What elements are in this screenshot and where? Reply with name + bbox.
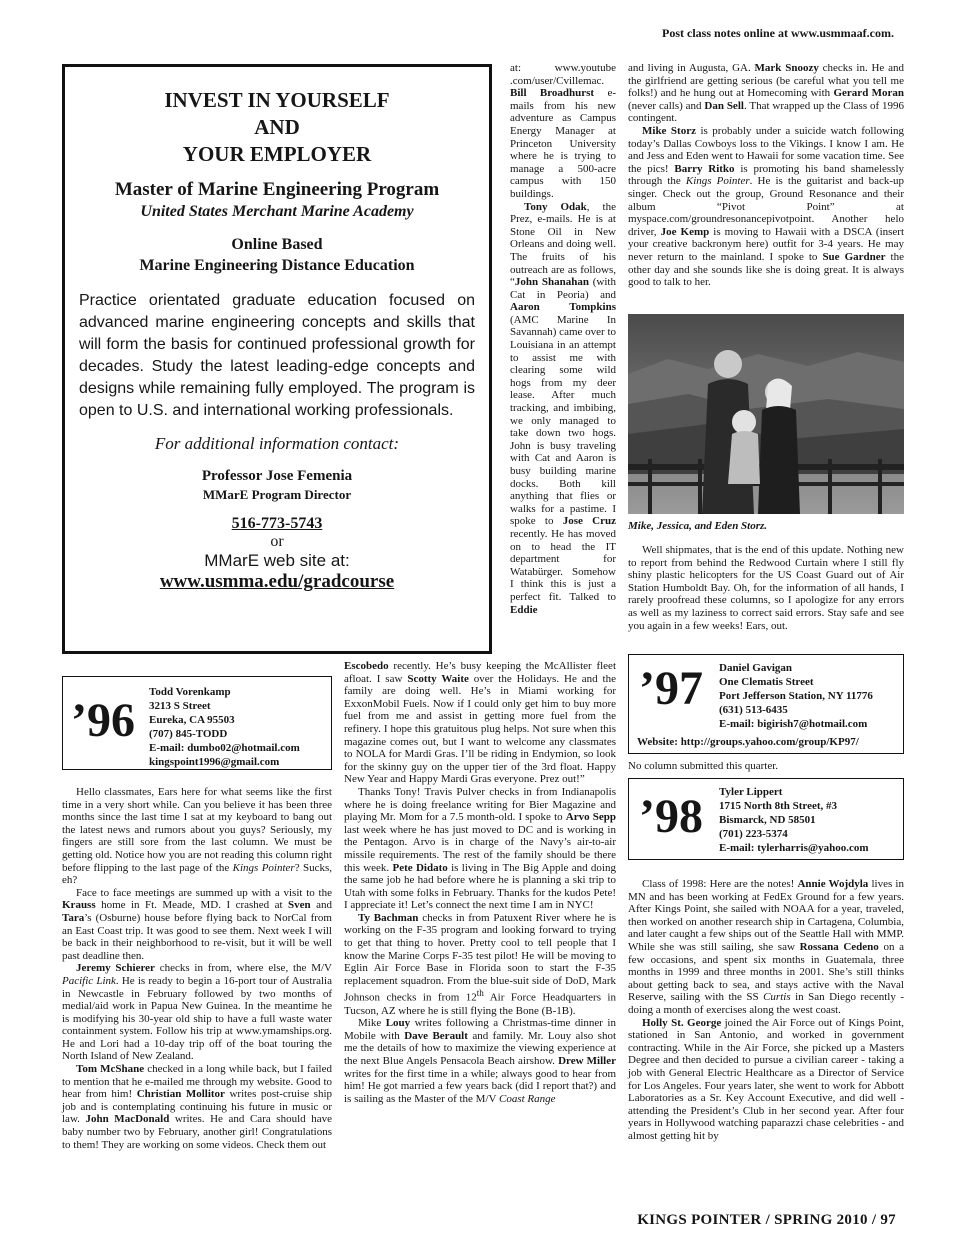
class-98-box — [628, 778, 904, 860]
city: Eureka, CA 95503 — [149, 714, 235, 726]
street: 1715 North 8th Street, #3 — [719, 800, 838, 812]
column3-middle-text: Well shipmates, that is the end of this update. Nothing new to report from behind the Redwood Curtain where I still fly shiny plastic helicopters for the US Coast Guard out of Air Station Humboldt Bay. Oh, for the information of all hands, I rarely proofread these columns, so I apologize for any errors as well as my laziness to correct said errors. Stay safe and see you again in a few weeks! Ears, out. — [628, 544, 904, 632]
ad-contact-name: Professor Jose Femenia — [201, 468, 353, 484]
ad-program: Master of Marine Engineering Program — [114, 179, 440, 200]
phone: (707) 845-TODD — [149, 728, 228, 740]
page-footer: KINGS POINTER / SPRING 2010 / 97 — [637, 1212, 896, 1228]
photo-illustration — [628, 314, 904, 514]
column2-top-text: at: www.youtube .com/user/Cvillemac. Bill Broadhurst e-mails from his new adventure as Campus Energy Manager at Princeton University where he is trying to manage a 500-acre campus with 150 buildings. Tony Odak, the Prez, e-mails. He is at Stone Oil in New Orleans and doing well. The fruits of his outreach are as follows, “John Shanahan (with Cat in Peoria) and Aaron Tompkins (AMC Marine In Savannah) came over to Louisiana in an attempt to assist me with clearing some wild hogs from my deer lease. After much tracking, and imbibing, we only managed to take down two hogs. John is busy traveling with Cat and Aaron is busy building marine docks. Both kill anything that flies or walks for a pastime. I spoke to Jose Cruz recently. He has moved on to head the IT department for Watabürger. Somehow I think this is just a perfect fit. Talked to Eddie — [510, 62, 616, 616]
street: One Clematis Street — [719, 676, 814, 688]
city: Bismarck, ND 58501 — [719, 814, 816, 826]
ad-headline-3: YOUR EMPLOYER — [182, 142, 372, 166]
no-column-notice: No column submitted this quarter. — [628, 760, 779, 772]
website[interactable]: Website: http://groups.yahoo.com/group/KP97/ — [637, 736, 859, 748]
ad-body: Practice orientated graduate education focused on advanced marine engineering concepts and skills that will form the basis for continued professional growth for decades. Study the latest leading-edge concepts and designs while remaining fully employed. The program is open to U.S. and international working professionals. — [79, 292, 475, 419]
class-year: ’97 — [639, 662, 703, 715]
class-year: ’96 — [71, 694, 135, 747]
secretary-name: Daniel Gavigan — [719, 662, 793, 674]
advertisement — [62, 64, 492, 654]
phone: (631) 513-6435 — [719, 704, 788, 716]
header-note: Post class notes online at www.usmmaaf.com. — [662, 26, 894, 40]
phone: (701) 223-5374 — [719, 828, 788, 840]
email[interactable]: E-mail: dumbo02@hotmail.com — [149, 742, 300, 754]
column3-top-text: and living in Augusta, GA. Mark Snoozy checks in. He and the girlfriend are getting serious (be careful what you tell me folks!) and he hung out at Homecoming with Gerard Moran (never calls) and Dan Sell. That wrapped up the Class of 1996 contingent. Mike Storz is probably under a suicide watch following today’s Dallas Cowboys loss to the Vikings. I know I am. He and Jess and Eden went to Hawaii for some vacation time. See the pics! Barry Ritko is promoting his band shamelessly through the Kings Pointer. He is the guitarist and back-up singer. Check out the group, Ground Resonance and their album “Pivot Point” at myspace.com/groundresonancepivotpoint. Another helo driver, Joe Kemp is moving to Hawaii with a DSCA (insert your creative backronym here) outfit for 3-4 years. He may never return to the mainland. I spoke to Sue Gardner the other day and she sounds like she is doing great. It is always good to talk to her. — [628, 62, 905, 289]
class-contact — [719, 785, 869, 855]
class-contact — [149, 685, 300, 769]
ad-contact-title: MMarE Program Director — [202, 487, 352, 502]
secretary-name: Tyler Lippert — [719, 786, 783, 798]
column1-lower-text: Hello classmates, Ears here for what seems like the first time in a very short while. Can you believe it has been three months since the last time I sat at my keyboard to bang out the latest news and rumors about you guys? Seriously, my fingers are still sore from the last column. We must be getting old. Notice how you are not reading this column right before flipping to the last page of the Kings Pointer? Sucks, eh? Face to face meetings are summed up with a visit to the Krauss home in Ft. Meade, MD. I crashed at Sven and Tara’s (Osburne) house before flying back to NorCal from an East Coast trip. It was good to see them. Next week I will be back in their neighborhood to re-visit, but it will be well past deadline then. Jeremy Schierer checks in from, where else, the M/V Pacific Link. He is ready to begin a 16-port tour of Australia in Newcastle in February followed by two months of medial/aid work in Papua New Guinea. In the meantime he is modifying his 30-year old ship to have a full waste water containment system. Follow his trip at www.ymamships.org. He and Lori had a 10-day trip off of the boat touring the North Island of New Zealand. Tom McShane checked in a long while back, but I failed to mention that he e-mailed me through my website. Good to hear from him! Christian Mollitor writes post-cruise ship job and is contemplating continuing his future in music or law. John MacDonald writes. He and Cara should have baby number two by February, another girl! Congratulations to them! They are working on some videos. Check them out — [62, 786, 333, 1151]
class-contact — [719, 661, 873, 731]
ad-contact-intro: For additional information contact: — [154, 434, 400, 453]
ad-or: or — [270, 533, 284, 550]
ad-online: Online Based — [231, 236, 323, 253]
class-96-box — [62, 676, 332, 770]
email-2[interactable]: kingspoint1996@gmail.com — [149, 756, 280, 768]
city: Port Jefferson Station, NY 11776 — [719, 690, 873, 702]
family-photo — [628, 314, 904, 514]
secretary-name: Todd Vorenkamp — [149, 686, 231, 698]
class-97-box — [628, 654, 904, 754]
email[interactable]: E-mail: bigirish7@hotmail.com — [719, 718, 868, 730]
ad-headline-2: AND — [254, 115, 300, 139]
ad-headline-1: INVEST IN YOURSELF — [164, 88, 390, 112]
ad-phone: 516-773-5743 — [231, 515, 323, 532]
column2-lower-text: Escobedo recently. He’s busy keeping the McAllister fleet afloat. I saw Scotty Waite over the Holidays. He and the family are doing well. He’s in Miami working for ExxonMobil Fuels. Now if I could only get him to buy more fuel from me and assist in getting more fuel from the refinery. I hope this gratuitous plug helps. Not sure when this magazine comes out, but I want to welcome any classmates to NOLA for Mardi Gras. I’ll be riding in Endymion, so look for the skinny guy on the upper tier of the 3rd float. Happy New Year and Happy Mardi Gras everyone. Prez out!” Thanks Tony! Travis Pulver checks in from Indianapolis where he is doing freelance writing for Bier Magazine and playing Mr. Mom for a 7.5 month-old. I spoke to Arvo Sepp last week where he has just moved to DC and is working in the Pentagon. Arvo is in charge of the Navy’s air-to-air missile requirements. The rest of the family should be there this week. Pete Didato is living in The Big Apple and doing the same job he had before where he is planning a ski trip to Utah with some folks in February. Thanks for the kudos Pete! I appreciate it! Let’s connect the next time I am in NYC! Ty Bachman checks in from Patuxent River where he is working on the F-35 program and looking forward to trying to get that thing to hover. Pretty cool to tell people that I know the Marine Corps F-35 test pilot! He will be moving to Eglin Air Force Base in Florida soon to start the F-35 replacement squadron. From the blue-suit side of DoD, Mark Johnson checks in from 12th Air Force Headquarters in Tucson, AZ where he is still flying the Bone (B-1B). Mike Louy writes following a Christmas-time dinner in Mobile with Dave Berault and family. Mr. Louy also shot me the details of how to maximize the viewing experience at the next Blue Angels Pensacola Beach airshow. Drew Miller writes for the first time in a while; always good to hear from him! He got married a few years back (did I report that?) and is sailing as the Master of the M/V Coast Range — [344, 660, 617, 1105]
photo-caption: Mike, Jessica, and Eden Storz. — [628, 520, 768, 532]
class-year: ’98 — [639, 790, 703, 843]
street: 3213 S Street — [149, 700, 211, 712]
ad-website-label: MMarE web site at: — [204, 551, 350, 570]
ad-url[interactable]: www.usmma.edu/gradcourse — [159, 571, 395, 592]
email[interactable]: E-mail: tylerharris@yahoo.com — [719, 842, 869, 854]
ad-academy: United States Merchant Marine Academy — [140, 203, 414, 220]
ad-distance: Marine Engineering Distance Education — [139, 257, 415, 274]
column3-lower-text: Class of 1998: Here are the notes! Annie Wojdyla lives in MN and has been working at FedEx Ground for a few years. After Kings Point, she sailed with NOAA for a year, traveled, then worked on another research ship in Cartagena, Columbia, and later caught a few ships out of the Seattle Hall with MMP. While she was still sailing, she saw Rossana Cedeno on a few occasions, and spent six months in Guatemala, three months in 1999 and three months in 2001. She’s still thinks about getting back to sea, and stays active with the Naval Reserve, sailing with the SS Curtis in San Diego recently - doing a month of exercises along the west coast. Holly St. George joined the Air Force out of Kings Point, stationed in San Antonio, and worked in government contracting. While in the Air Force, she picked up a Masters Degree and then decided to pursue a civilian career - taking a job with General Electric Healthcare as a Director of Service for Los Angeles. Four years later, she went to work for Abbott Laboratories as a Sr. Key Account Executive, and did well - attending the President’s Club in her second year. After four years in Hollywood watching paparazzi chase celebrities - and almost getting hit by — [628, 878, 904, 1142]
